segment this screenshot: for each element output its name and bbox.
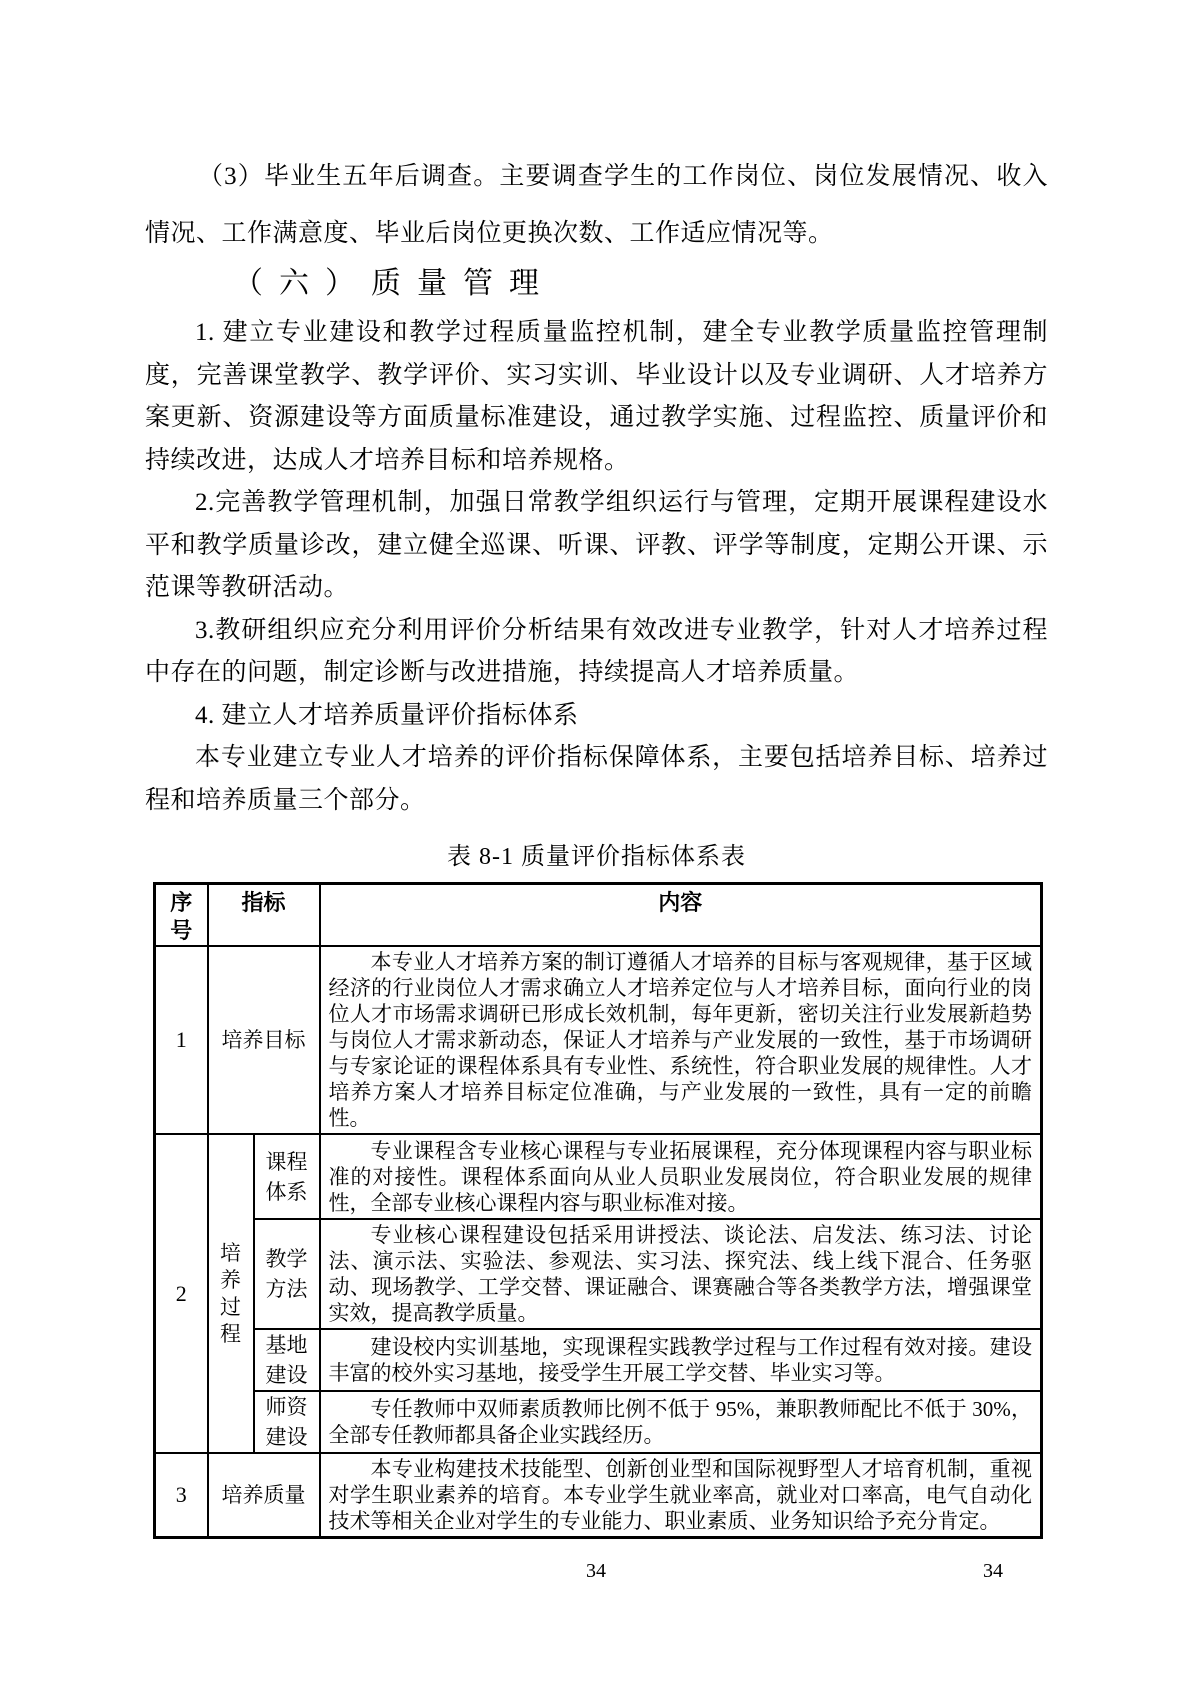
- paragraph-item-4: 4. 建立人才培养质量评价指标体系: [195, 701, 579, 729]
- quality-evaluation-table: [153, 882, 1043, 1539]
- paragraph-item-1: 1. 建立专业建设和教学过程质量监控机制，建全专业教学质量监控管理制度，完善课堂教学、教学评价、实习实训、毕业设计以及专业调研、人才培养方案更新、资源建设等方面质量标准建设，通过教学实施、过程监控、质量评价和持续改进，达成人才培养目标和培养规格。: [145, 319, 1048, 474]
- table-header-indicator: 指标: [208, 884, 320, 947]
- table-row: [155, 1219, 1042, 1329]
- page-number-right: 34: [983, 1560, 1003, 1582]
- sub-row-content: 建设校内实训基地，实现课程实践教学过程与工作过程有效对接。建设丰富的校外实习基地，接受学生开展工学交替、毕业实习等。: [320, 1329, 1042, 1391]
- sub-row-label: 教学方法: [254, 1219, 320, 1329]
- vertical-label: 培养过程: [220, 1240, 241, 1346]
- table-header-row: [155, 884, 1042, 947]
- row-indicator: 培养目标: [208, 946, 320, 1134]
- page-number-center: 34: [586, 1560, 606, 1582]
- table-row: [155, 1453, 1042, 1538]
- paragraph-item-2: 2.完善教学管理机制，加强日常教学组织运行与管理，定期开展课程建设水平和教学质量诊改，建立健全巡课、听课、评教、评学等制度，定期公开课、示范课等教研活动。: [145, 489, 1048, 601]
- row-content: 本专业构建技术技能型、创新创业型和国际视野型人才培育机制，重视对学生职业素养的培育。本专业学生就业率高，就业对口率高，电气自动化技术等相关企业对学生的专业能力、职业素质、业务知识给予充分肯定。: [320, 1453, 1042, 1538]
- sub-row-label: 基地建设: [254, 1329, 320, 1391]
- row-no: 3: [155, 1453, 208, 1538]
- table-header-content: 内容: [320, 884, 1042, 947]
- table-row: [155, 1391, 1042, 1453]
- row-no: 2: [155, 1134, 208, 1453]
- table-row: [155, 1329, 1042, 1391]
- paragraph-item-3: 3.教研组织应充分利用评价分析结果有效改进专业教学，针对人才培养过程中存在的问题，制定诊断与改进措施，持续提高人才培养质量。: [145, 616, 1048, 686]
- sub-row-content: 专业核心课程建设包括采用讲授法、谈论法、启发法、练习法、讨论法、演示法、实验法、参观法、实习法、探究法、线上线下混合、任务驱动、现场教学、工学交替、课证融合、课赛融合等各类教学方法，增强课堂实效，提高教学质量。: [320, 1219, 1042, 1329]
- row-content: 本专业人才培养方案的制订遵循人才培养的目标与客观规律，基于区域经济的行业岗位人才需求确立人才培养定位与人才培养目标，面向行业的岗位人才市场需求调研已形成长效机制，每年更新，密切关注行业发展新趋势与岗位人才需求新动态，保证人才培养与产业发展的一致性，基于市场调研与专家论证的课程体系具有专业性、系统性，符合职业发展的规律性。人才培养方案人才培养目标定位准确，与产业发展的一致性，具有一定的前瞻性。: [320, 946, 1042, 1134]
- sub-row-content: 专任教师中双师素质教师比例不低于 95%，兼职教师配比不低于 30%，全部专任教师都具备企业实践经历。: [320, 1391, 1042, 1453]
- table-caption: 表 8-1 质量评价指标体系表: [447, 844, 746, 870]
- table-row: [155, 1134, 1042, 1219]
- paragraph-evaluation-system: 本专业建立专业人才培养的评价指标保障体系，主要包括培养目标、培养过程和培养质量三个部分。: [145, 744, 1048, 814]
- row-indicator-vertical: [208, 1134, 254, 1453]
- row-indicator: 培养质量: [208, 1453, 320, 1538]
- row-no: 1: [155, 946, 208, 1134]
- sub-row-label: 师资建设: [254, 1391, 320, 1453]
- table-header-no: 序号: [155, 884, 208, 947]
- sub-row-label: 课程体系: [254, 1134, 320, 1219]
- paragraph-graduate-survey: （3）毕业生五年后调查。主要调查学生的工作岗位、岗位发展情况、收入情况、工作满意度、毕业后岗位更换次数、工作适应情况等。: [145, 163, 1048, 247]
- document-content: [145, 148, 1048, 1539]
- sub-row-content: 专业课程含专业核心课程与专业拓展课程，充分体现课程内容与职业标准的对接性。课程体系面向从业人员职业发展岗位，符合职业发展的规律性，全部专业核心课程内容与职业标准对接。: [320, 1134, 1042, 1219]
- section-heading-quality-management: （六）质量管理: [233, 267, 555, 300]
- table-row: [155, 946, 1042, 1134]
